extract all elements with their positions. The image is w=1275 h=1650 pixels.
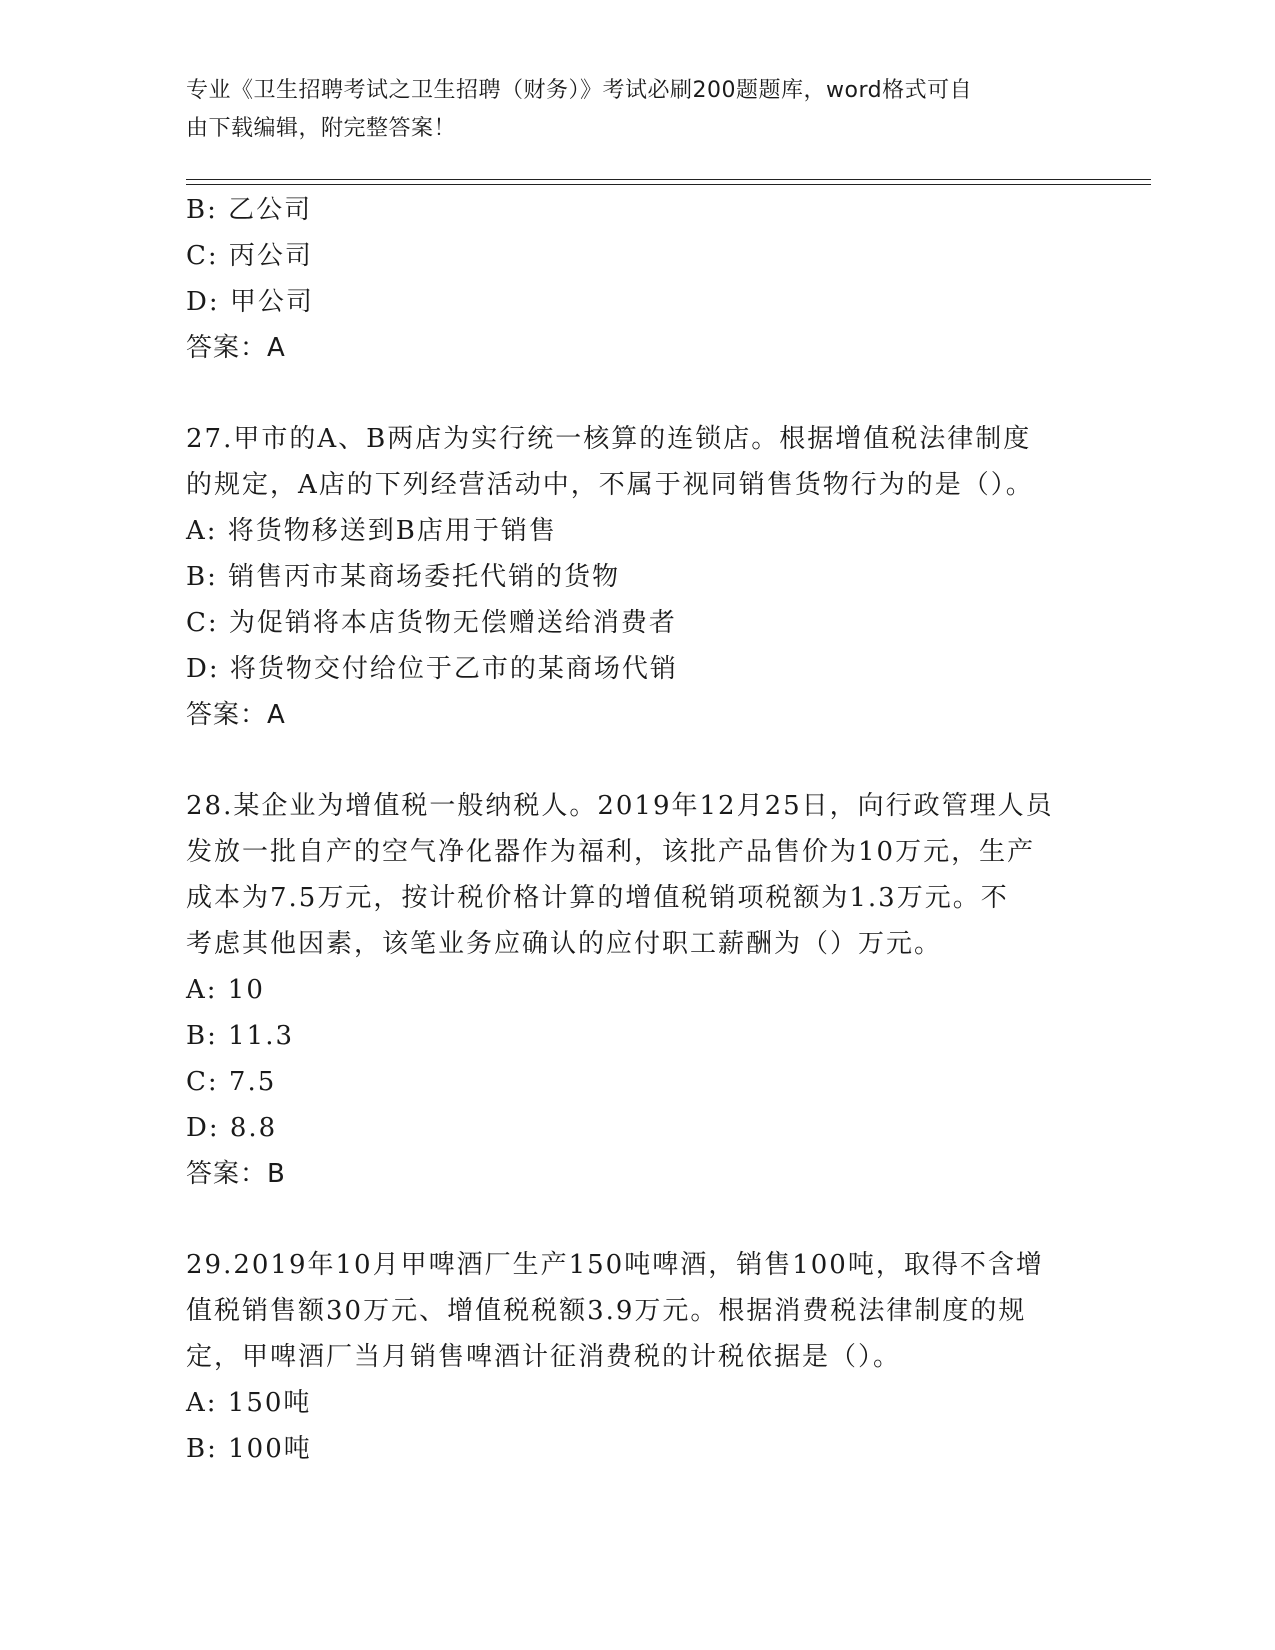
- q27-option-b: B: 销售丙市某商场委托代销的货物: [186, 562, 621, 592]
- q26-option-d: D: 甲公司: [186, 287, 314, 317]
- question-content: [186, 187, 1086, 1472]
- question-29: [186, 1242, 1086, 1472]
- q27-option-d: D: 将货物交付给位于乙市的某商场代销: [186, 654, 678, 684]
- header-rule-bottom: [186, 184, 1151, 185]
- spacer: [186, 1197, 1086, 1242]
- question-27: [186, 416, 1086, 738]
- q28-stem-line-3: 成本为7.5万元，按计税价格计算的增值税销项税额为1.3万元。不: [186, 883, 1009, 913]
- question-28: [186, 783, 1086, 1197]
- q26-answer: 答案：A: [186, 333, 286, 363]
- spacer: [186, 371, 1086, 416]
- q28-answer: 答案：B: [186, 1159, 286, 1189]
- header-rule-top: [186, 179, 1151, 180]
- q28-option-a: A: 10: [186, 975, 265, 1005]
- q28-stem-line-2: 发放一批自产的空气净化器作为福利，该批产品售价为10万元，生产: [186, 837, 1036, 867]
- q28-option-c: C: 7.5: [186, 1067, 277, 1097]
- q28-stem-line-4: 考虑其他因素，该笔业务应确认的应付职工薪酬为（）万元。: [186, 929, 943, 959]
- q26-option-c: C: 丙公司: [186, 241, 313, 271]
- header-line-2: 由下载编辑，附完整答案！: [186, 116, 457, 141]
- q28-stem-line-1: 28.某企业为增值税一般纳税人。2019年12月25日，向行政管理人员: [186, 791, 1054, 821]
- q29-stem-line-3: 定，甲啤酒厂当月销售啤酒计征消费税的计税依据是（）。: [186, 1342, 902, 1372]
- header-line-1: 专业《卫生招聘考试之卫生招聘（财务）》考试必刷200题题库，word格式可自: [186, 78, 973, 103]
- q28-option-d: D: 8.8: [186, 1113, 278, 1143]
- q27-stem-line-1: 27.甲市的A、B两店为实行统一核算的连锁店。根据增值税法律制度: [186, 424, 1032, 454]
- q28-option-b: B: 11.3: [186, 1021, 295, 1051]
- q29-option-b: B: 100吨: [186, 1434, 312, 1464]
- question-26-tail: [186, 187, 1086, 371]
- q27-answer: 答案：A: [186, 700, 286, 730]
- q27-option-a: A: 将货物移送到B店用于销售: [186, 516, 557, 546]
- q29-stem-line-1: 29.2019年10月甲啤酒厂生产150吨啤酒，销售100吨，取得不含增: [186, 1250, 1044, 1280]
- q26-option-b: B: 乙公司: [186, 195, 313, 225]
- document-header: [186, 72, 1086, 148]
- q27-option-c: C: 为促销将本店货物无偿赠送给消费者: [186, 608, 677, 638]
- spacer: [186, 738, 1086, 783]
- q29-option-a: A: 150吨: [186, 1388, 312, 1418]
- q29-stem-line-2: 值税销售额30万元、增值税税额3.9万元。根据消费税法律制度的规: [186, 1296, 1027, 1326]
- q27-stem-line-2: 的规定，A店的下列经营活动中，不属于视同销售货物行为的是（）。: [186, 470, 1034, 500]
